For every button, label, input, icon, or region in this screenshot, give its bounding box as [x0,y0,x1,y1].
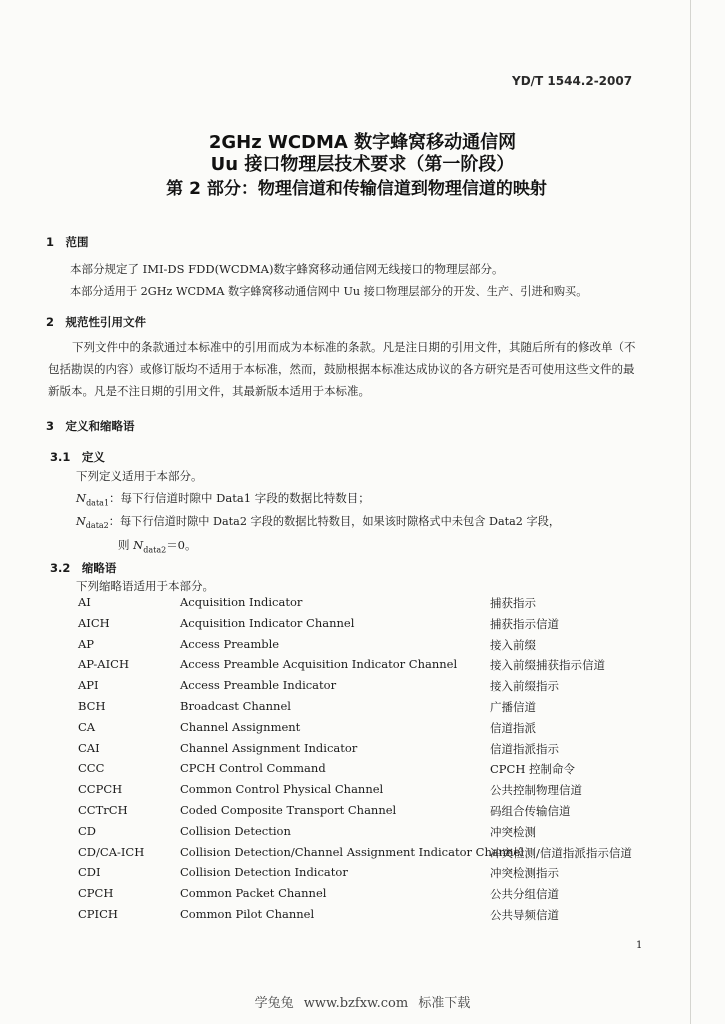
abbreviation-term: CPCH [78,886,114,901]
abbreviation-chinese: 冲突检测/信道指派指示信道 [490,845,632,860]
title-line-3: 第 2 部分：物理信道和传输信道到物理信道的映射 [166,179,547,199]
abbreviation-term: API [78,678,99,693]
abbreviation-term: AICH [78,615,110,630]
abbreviation-chinese: 接入前缀捕获指示信道 [490,658,605,673]
ndata2-text: ：每下行信道时隙中 Data2 字段的数据比特数目，如果该时隙格式中未包含 Data2 字段， [108,515,561,528]
abbreviation-chinese: 码组合传输信道 [490,803,571,818]
ndata2-subscript: data2 [85,521,109,531]
ndata2-cont-prefix: 则 [118,538,134,552]
definitions-intro: 下列定义适用于本部分。 [76,469,203,483]
abbreviations-intro: 下列缩略语适用于本部分。 [76,579,214,593]
abbreviation-english: Collision Detection Indicator [180,865,348,880]
section-1-paragraph-2: 本部分适用于 2GHz WCDMA 数字蜂窝移动通信网中 Uu 接口物理层部分的开发、生产、引进和购买。 [70,285,588,298]
section-1-heading: 1 范围 [46,235,89,249]
footer-label: 标准下载 [418,996,471,1011]
abbreviation-chinese: 捕获指示信道 [490,616,559,631]
section-3-heading: 3 定义和缩略语 [46,419,135,433]
abbreviations-table [72,595,672,928]
abbreviation-term: CD [78,823,97,838]
ndata2-cont-suffix: ＝0。 [166,538,197,552]
abbreviation-chinese: 冲突检测 [490,824,536,839]
abbreviation-row [72,761,672,782]
section-3-2-heading: 3.2 缩略语 [50,561,117,575]
abbreviation-term: BCH [78,698,106,713]
definition-ndata2-continuation [118,537,197,558]
abbreviation-chinese: 公共分组信道 [490,887,559,902]
abbreviation-chinese: 冲突检测指示 [490,866,559,881]
abbreviation-term: CAI [78,740,100,755]
abbreviation-row [72,782,672,803]
abbreviation-row [72,886,672,907]
abbreviation-row [72,678,672,699]
abbreviation-english: Channel Assignment Indicator [180,740,358,755]
abbreviation-term: AP-AICH [78,657,129,672]
ndata2-cont-subscript: data2 [143,545,167,555]
abbreviation-row [72,845,672,866]
abbreviation-term: AP [78,636,95,651]
abbreviation-term: CPICH [78,906,118,921]
abbreviation-row [72,720,672,741]
section-2-paragraph-text: 下列文件中的条款通过本标准中的引用而成为本标准的条款。凡是注日期的引用文件，其随后所有的修改单（不包括勘误的内容）或修订版均不适用于本标准，然而，鼓励根据本标准达成协议的各方研究是否可使用这些文件的最新版本。凡是不注日期的引用文件，其最新版本适用于本标准。 [48,340,636,398]
abbreviation-english: Acquisition Indicator Channel [180,615,355,630]
abbreviation-chinese: 接入前缀 [490,637,536,652]
abbreviation-row [72,657,672,678]
footer-site-name: 学兔兔 [254,996,294,1011]
abbreviation-english: Access Preamble Indicator [180,678,337,693]
section-2-heading: 2 规范性引用文件 [46,315,147,329]
abbreviation-english: Common Control Physical Channel [180,782,384,797]
abbreviation-term: CDI [78,865,101,880]
definition-ndata2 [76,514,560,534]
abbreviation-english: Collision Detection/Channel Assignment Indicator Channel [180,844,525,859]
title-line-1: 2GHz WCDMA 数字蜂窝移动通信网 [208,132,517,153]
footer-url: www.bzfxw.com [303,996,409,1011]
abbreviation-row [72,824,672,845]
footer-watermark [0,992,725,1011]
abbreviation-chinese: 信道指派指示 [490,741,559,756]
title-line-2: Uu 接口物理层技术要求（第一阶段） [210,154,515,175]
section-1-paragraph-1: 本部分规定了 IMI-DS FDD(WCDMA)数字蜂窝移动通信网无线接口的物理层部分。 [70,262,504,276]
abbreviation-row [72,865,672,886]
ndata1-symbol: N [76,491,87,505]
abbreviation-row [72,699,672,720]
abbreviation-english: Common Pilot Channel [180,906,315,921]
abbreviation-term: CCPCH [78,782,123,797]
abbreviation-chinese: 公共导频信道 [490,907,559,922]
abbreviation-english: Channel Assignment [180,719,301,734]
abbreviation-chinese: 广播信道 [490,699,536,714]
abbreviation-english: Access Preamble Acquisition Indicator Channel [180,657,458,672]
ndata1-subscript: data1 [86,498,110,508]
abbreviation-term: AI [78,595,91,609]
definition-ndata1 [76,490,370,511]
ndata1-text: ：每下行信道时隙中 Data1 字段的数据比特数目； [109,491,370,505]
abbreviation-row [72,595,672,616]
standard-number: YD/T 1544.2-2007 [512,74,633,88]
abbreviation-chinese: CPCH 控制命令 [490,762,576,777]
abbreviation-row [72,616,672,637]
abbreviation-english: Acquisition Indicator [180,595,303,609]
abbreviation-chinese: 公共控制物理信道 [490,783,582,798]
abbreviation-term: CA [78,719,96,734]
abbreviation-term: CD/CA-ICH [78,844,145,859]
ndata2-cont-symbol: N [133,538,144,552]
abbreviation-english: Access Preamble [180,636,280,651]
abbreviation-chinese: 接入前缀指示 [490,679,559,694]
abbreviation-row [72,741,672,762]
abbreviation-english: Common Packet Channel [180,886,327,901]
section-3-1-heading: 3.1 定义 [50,450,105,464]
abbreviation-chinese: 信道指派 [490,720,536,735]
abbreviation-row [72,803,672,824]
section-2-paragraph [48,336,638,402]
abbreviation-english: Broadcast Channel [180,698,291,713]
page-number: 1 [636,940,643,951]
abbreviation-english: Collision Detection [180,823,291,838]
abbreviation-term: CCTrCH [78,802,128,817]
abbreviation-chinese: 捕获指示 [490,596,536,610]
abbreviation-row [72,907,672,928]
abbreviation-english: Coded Composite Transport Channel [180,802,397,817]
abbreviation-term: CCC [78,761,105,776]
abbreviation-english: CPCH Control Command [180,761,326,776]
ndata2-symbol: N [76,515,86,528]
abbreviation-row [72,637,672,658]
